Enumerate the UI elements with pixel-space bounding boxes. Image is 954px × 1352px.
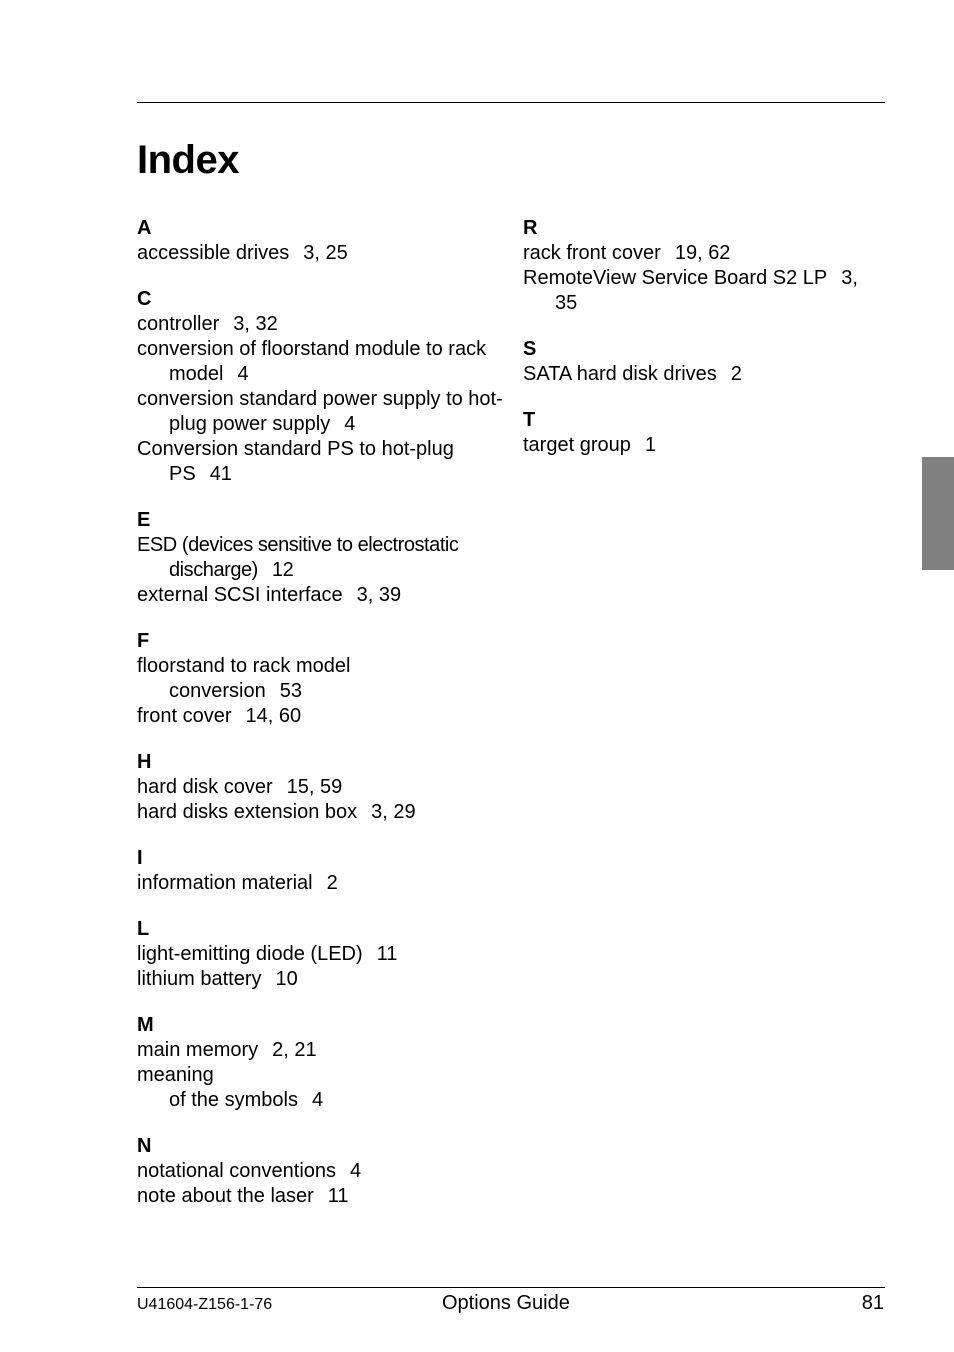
entry-term: information material bbox=[137, 872, 313, 894]
index-entry bbox=[137, 337, 507, 387]
entry-pages: 11 bbox=[327, 1185, 349, 1207]
group-letter: C bbox=[137, 288, 152, 310]
chapter-thumb-tab bbox=[922, 457, 954, 570]
entry-pages: 19, 62 bbox=[674, 242, 731, 264]
index-entry bbox=[523, 266, 885, 316]
index-entry bbox=[137, 1038, 507, 1063]
group-letter: S bbox=[523, 338, 537, 360]
entry-pages: 3, 25 bbox=[303, 242, 348, 264]
entry-term: controller bbox=[137, 313, 220, 335]
entry-pages: 4 bbox=[350, 1160, 362, 1182]
entry-term: front cover bbox=[137, 705, 232, 727]
index-group-r bbox=[523, 216, 885, 316]
entry-term: floorstand to rack model conversion bbox=[137, 655, 351, 702]
top-rule bbox=[137, 102, 885, 103]
entry-term: main memory bbox=[137, 1039, 259, 1061]
entry-term: hard disks extension box bbox=[137, 801, 358, 823]
entry-pages: 4 bbox=[344, 413, 356, 435]
index-group-a bbox=[137, 216, 507, 266]
index-column-right bbox=[523, 216, 885, 479]
entry-term: rack front cover bbox=[523, 242, 661, 264]
bottom-rule bbox=[137, 1287, 885, 1288]
index-entry bbox=[137, 437, 507, 487]
entry-term: RemoteView Service Board S2 LP bbox=[523, 267, 828, 289]
index-group-s bbox=[523, 337, 885, 387]
index-entry bbox=[137, 1159, 507, 1184]
entry-pages: 4 bbox=[237, 363, 249, 385]
footer-doc-id: U41604-Z156-1-76 bbox=[137, 1296, 273, 1313]
group-letter: F bbox=[137, 630, 150, 652]
entry-term: light-emitting diode (LED) bbox=[137, 943, 363, 965]
entry-term: target group bbox=[523, 434, 631, 456]
group-letter: H bbox=[137, 751, 152, 773]
entry-term: notational conventions bbox=[137, 1160, 337, 1182]
footer-page-number: 81 bbox=[861, 1292, 884, 1314]
group-letter: E bbox=[137, 509, 151, 531]
entry-term: conversion standard power supply to hot-plug power supply bbox=[137, 388, 503, 435]
footer-guide-title: Options Guide bbox=[442, 1292, 570, 1314]
group-letter: N bbox=[137, 1135, 152, 1157]
index-entry bbox=[523, 241, 885, 266]
entry-term: accessible drives bbox=[137, 242, 290, 264]
entry-pages: 3, 32 bbox=[233, 313, 278, 335]
entry-pages: 11 bbox=[376, 943, 398, 965]
index-entry bbox=[137, 942, 507, 967]
entry-pages: 2, 21 bbox=[272, 1039, 317, 1061]
group-letter: M bbox=[137, 1014, 154, 1036]
entry-pages: 14, 60 bbox=[245, 705, 302, 727]
entry-pages: 4 bbox=[311, 1089, 324, 1111]
entry-term: hard disk cover bbox=[137, 776, 273, 798]
index-column-left bbox=[137, 216, 507, 1230]
index-group-t bbox=[523, 408, 885, 458]
entry-pages: 41 bbox=[209, 463, 232, 485]
entry-pages: 53 bbox=[279, 680, 302, 702]
index-entry bbox=[137, 704, 507, 729]
index-entry bbox=[137, 533, 507, 583]
page-title: Index bbox=[137, 138, 239, 182]
index-entry bbox=[137, 654, 507, 704]
index-entry bbox=[523, 362, 885, 387]
index-entry bbox=[137, 871, 507, 896]
index-group-f bbox=[137, 629, 507, 729]
index-entry bbox=[137, 387, 507, 437]
index-group-i bbox=[137, 846, 507, 896]
group-letter: T bbox=[523, 409, 536, 431]
index-group-n bbox=[137, 1134, 507, 1209]
entry-pages: 15, 59 bbox=[286, 776, 343, 798]
index-entry bbox=[137, 967, 507, 992]
index-subentry bbox=[137, 1088, 507, 1113]
entry-pages: 2 bbox=[326, 872, 338, 894]
entry-term: of the symbols bbox=[169, 1089, 298, 1111]
entry-term: ESD (devices sensitive to electrostatic discharge) bbox=[137, 534, 459, 581]
group-letter: A bbox=[137, 217, 152, 239]
entry-pages: 1 bbox=[644, 434, 656, 456]
index-entry bbox=[137, 241, 507, 266]
index-group-c bbox=[137, 287, 507, 487]
entry-term: meaning bbox=[137, 1064, 214, 1086]
entry-pages: 2 bbox=[730, 363, 742, 385]
entry-pages: 10 bbox=[275, 968, 298, 990]
index-entry bbox=[137, 312, 507, 337]
index-entry bbox=[523, 433, 885, 458]
index-entry bbox=[137, 583, 507, 608]
index-group-e bbox=[137, 508, 507, 608]
entry-term: note about the laser bbox=[137, 1185, 314, 1207]
entry-pages: 3, 39 bbox=[356, 584, 402, 606]
index-group-m bbox=[137, 1013, 507, 1113]
group-letter: L bbox=[137, 918, 150, 940]
entry-pages: 3, 29 bbox=[371, 801, 416, 823]
index-entry bbox=[137, 800, 507, 825]
index-entry bbox=[137, 775, 507, 800]
index-group-l bbox=[137, 917, 507, 992]
entry-pages: 3, 35 bbox=[555, 267, 858, 314]
entry-term: Conversion standard PS to hot-plug PS bbox=[137, 438, 454, 485]
group-letter: I bbox=[137, 847, 143, 869]
index-entry bbox=[137, 1063, 507, 1088]
entry-pages: 12 bbox=[271, 559, 294, 581]
group-letter: R bbox=[523, 217, 538, 239]
entry-term: conversion of floorstand module to rack model bbox=[137, 338, 487, 385]
index-group-h bbox=[137, 750, 507, 825]
entry-term: external SCSI interface bbox=[137, 584, 343, 606]
index-entry bbox=[137, 1184, 507, 1209]
entry-term: lithium battery bbox=[137, 968, 262, 990]
entry-term: SATA hard disk drives bbox=[523, 363, 717, 385]
